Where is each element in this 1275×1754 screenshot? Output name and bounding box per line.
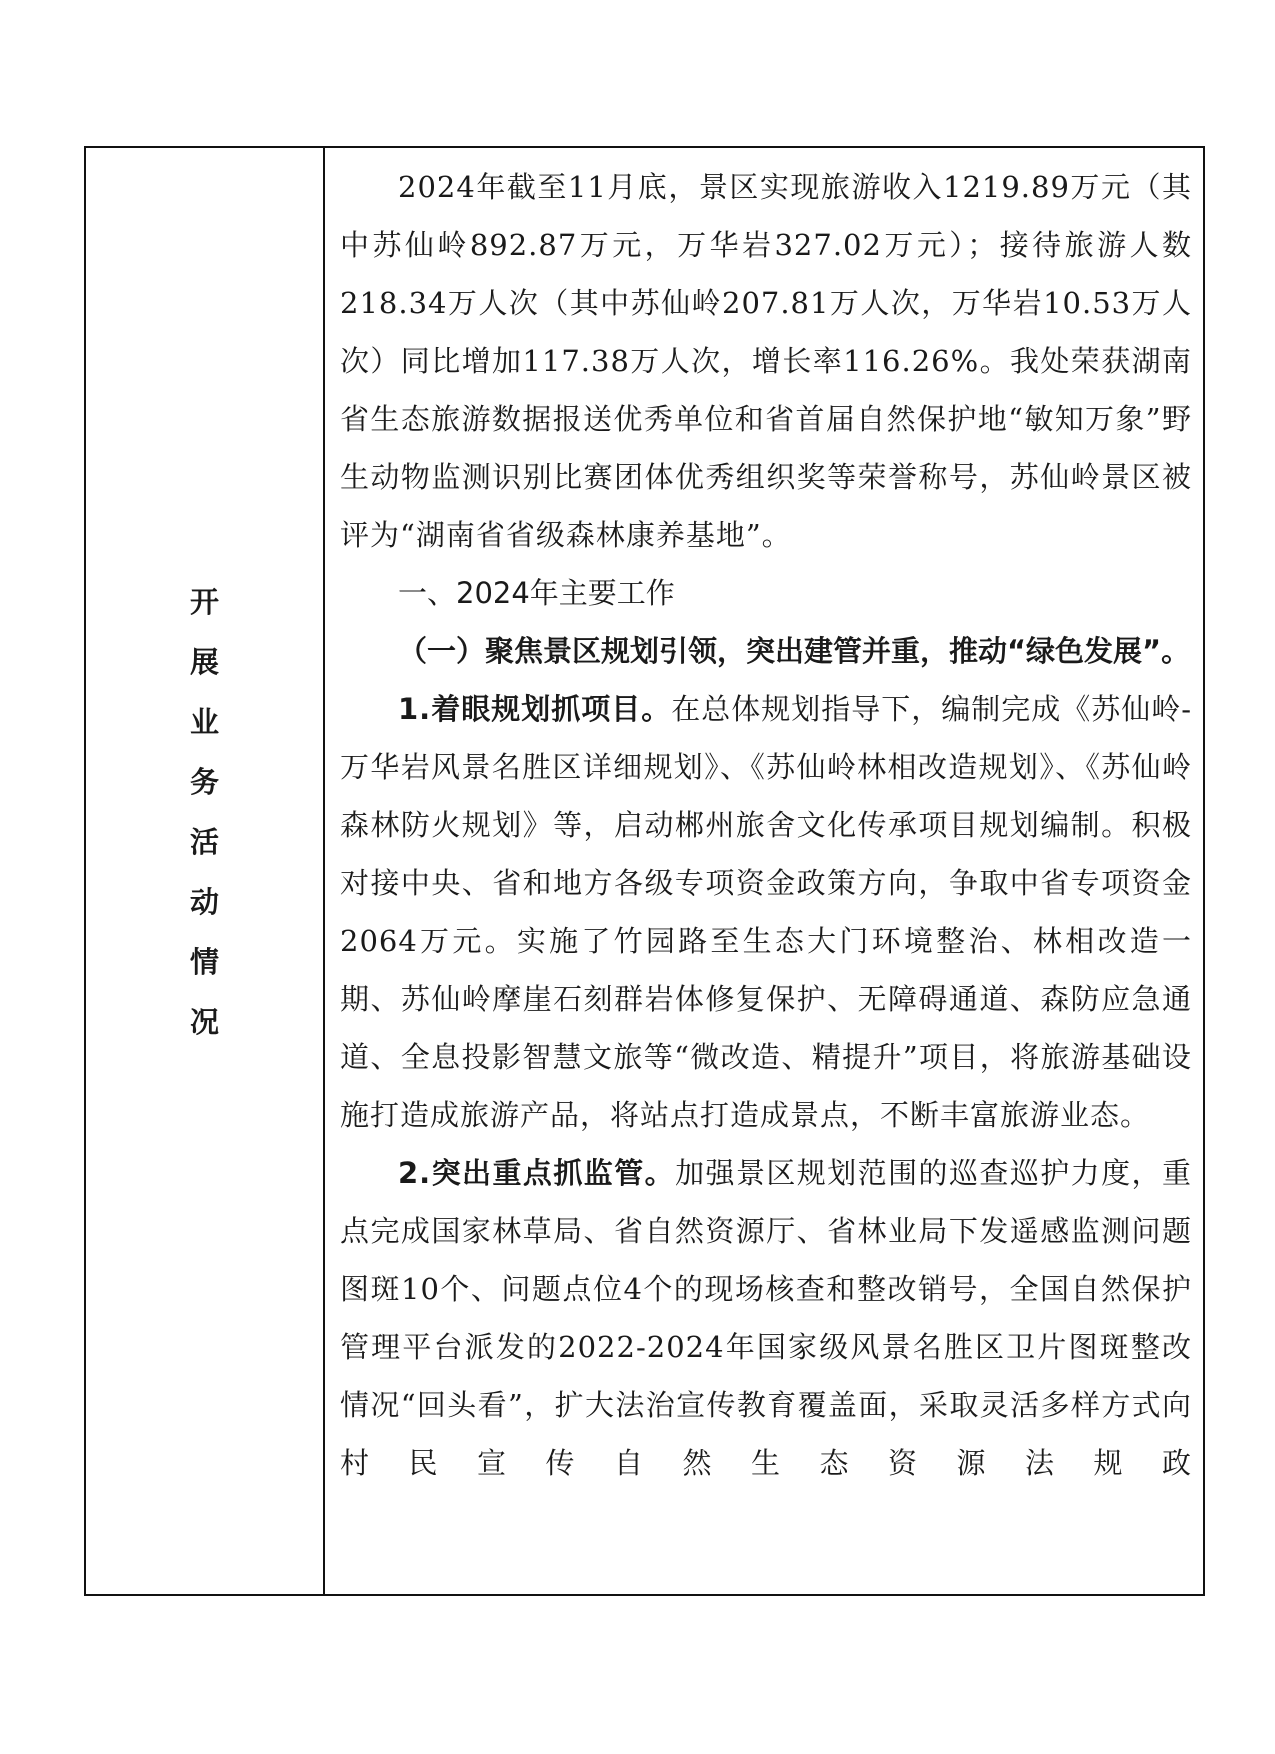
row-label-char: 业: [189, 705, 219, 739]
table-frame: [84, 146, 1205, 1596]
row-label-char: 活: [189, 825, 219, 859]
row-label-char: 动: [189, 885, 219, 919]
item1-title: 1.着眼规划抓项目。: [398, 692, 672, 726]
column-divider: [323, 148, 325, 1594]
row-label-char: 情: [189, 945, 219, 979]
item2-paragraph: [340, 1144, 1192, 1492]
item2-body: 加强景区规划范围的巡查巡护力度，重点完成国家林草局、省自然资源厅、省林业局下发遥感监测问题图斑10个、问题点位4个的现场核查和整改销号，全国自然保护管理平台派发的2022-2024年国家级风景名胜区卫片图斑整改情况“回头看”，扩大法治宣传教育覆盖面，采取灵活多样方式向村民宣传自然生态资源法规政: [340, 1156, 1192, 1480]
content-cell: [340, 158, 1192, 1492]
subsection-title: （一）聚焦景区规划引领，突出建管并重，推动“绿色发展”。: [398, 634, 1191, 668]
item1-paragraph: [340, 680, 1192, 1144]
section-title: 一、2024年主要工作: [398, 576, 675, 610]
row-label-cell: [86, 148, 323, 1594]
row-label-char: 务: [189, 765, 219, 799]
item1-body: 在总体规划指导下，编制完成《苏仙岭-万华岩风景名胜区详细规划》、《苏仙岭林相改造规划》、《苏仙岭森林防火规划》等，启动郴州旅舍文化传承项目规划编制。积极对接中央、省和地方各级专项资金政策方向，争取中省专项资金2064万元。实施了竹园路至生态大门环境整治、林相改造一期、苏仙岭摩崖石刻群岩体修复保护、无障碍通道、森防应急通道、全息投影智慧文旅等“微改造、精提升”项目，将旅游基础设施打造成旅游产品，将站点打造成景点，不断丰富旅游业态。: [340, 692, 1193, 1132]
row-label-char: 况: [189, 1005, 219, 1039]
intro-paragraph: 2024年截至11月底，景区实现旅游收入1219.89万元（其中苏仙岭892.87万元，万华岩327.02万元）；接待旅游人数218.34万人次（其中苏仙岭207.81万人次，万华岩10.53万人次）同比增加117.38万人次，增长率116.26%。我处荣获湖南省生态旅游数据报送优秀单位和省首届自然保护地“敏知万象”野生动物监测识别比赛团体优秀组织奖等荣誉称号，苏仙岭景区被评为“湖南省省级森林康养基地”。: [340, 170, 1192, 552]
item2-title: 2.突出重点抓监管。: [398, 1156, 676, 1190]
row-label-char: 展: [189, 645, 219, 679]
row-label-char: 开: [189, 585, 219, 619]
